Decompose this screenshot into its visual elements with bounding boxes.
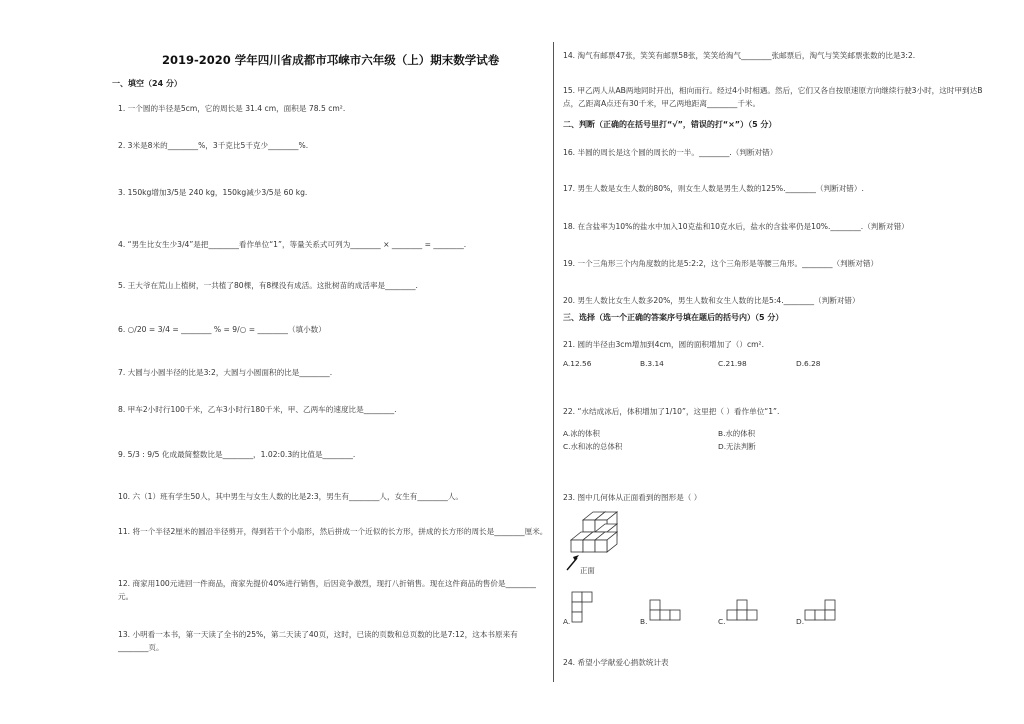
question-2: 2. 3米是8米的________%，3千克比5千克少________%.	[118, 141, 309, 150]
exam-title: 2019-2020 学年四川省成都市邛崃市六年级（上）期末数学试卷	[162, 53, 500, 67]
question-21: 21. 圆的半径由3cm增加到4cm，圆的面积增加了（）cm².	[563, 340, 765, 349]
question-20: 20. 男生人数比女生人数多20%，男生人数和女生人数的比是5:4.________（判断对错）	[563, 296, 860, 305]
q23-cube-figure	[565, 506, 655, 576]
q23-option-b[interactable]: B.	[640, 617, 648, 626]
question-15: 15. 甲乙两人从AB两地同时开出，相向而行。经过4小时相遇。然后，它们又各自按原速原方向继续行驶3小时，这时甲到达B点，乙距离A点还有30千米，甲乙两地距离________千米。	[563, 86, 983, 108]
column-divider	[553, 42, 554, 682]
question-12: 12. 商家用100元进回一件商品，商家先提价40%进行销售，后因竞争激烈，现打八折销售。现在这件商品的售价是________元。	[118, 579, 536, 601]
q21-option-d[interactable]: D.6.28	[796, 359, 821, 368]
question-24: 24. 希望小学献爱心捐款统计表	[563, 658, 669, 667]
q22-option-b[interactable]: B.水的体积	[718, 429, 755, 438]
question-13: 13. 小明看一本书，第一天读了全书的25%，第二天读了40页，这时，已读的页数和总页数的比是7:12，这本书原来有________页。	[118, 630, 518, 652]
question-6: 6. ○/20 = 3/4 = ________ % = 9/○ = ________（填小数）	[118, 325, 326, 334]
q23-option-a-figure	[571, 591, 603, 623]
question-16: 16. 半圆的周长是这个圆的周长的一半。________.（判断对错）	[563, 148, 778, 157]
q23-front-label: 正面	[580, 566, 595, 575]
q23-option-b-figure	[649, 599, 689, 623]
q22-option-d[interactable]: D.无法判断	[718, 442, 756, 451]
q22-option-a[interactable]: A.冰的体积	[563, 429, 600, 438]
question-17: 17. 男生人数是女生人数的80%，则女生人数是男生人数的125%.________（判断对错）.	[563, 184, 864, 193]
question-3: 3. 150kg增加3/5是 240 kg，150kg减少3/5是 60 kg.	[118, 188, 308, 197]
question-11: 11. 将一个半径2厘米的圆沿半径剪开，得到若干个小扇形，然后拼成一个近似的长方形，拼成的长方形的周长是________厘米。	[118, 527, 548, 536]
question-18: 18. 在含盐率为10%的盐水中加入10克盐和10克水后，盐水的含盐率仍是10%.________.（判断对错）	[563, 222, 909, 231]
q23-option-c[interactable]: C.	[718, 617, 726, 626]
question-14: 14. 淘气有邮票47张，笑笑有邮票58张，笑笑给淘气________张邮票后，淘气与笑笑邮票张数的比是3:2.	[563, 51, 916, 60]
question-1: 1. 一个圆的半径是5cm，它的周长是 31.4 cm，面积是 78.5 cm².	[118, 104, 346, 113]
question-19: 19. 一个三角形三个内角度数的比是5:2:2，这个三角形是等腰三角形。________（判断对错）	[563, 259, 879, 268]
q22-option-c[interactable]: C.水和冰的总体积	[563, 442, 623, 451]
q21-option-b[interactable]: B.3.14	[640, 359, 664, 368]
question-8: 8. 甲车2小时行100千米，乙车3小时行180千米，甲、乙两车的速度比是________.	[118, 405, 397, 414]
question-9: 9. 5/3 : 9/5 化成最简整数比是________，1.02:0.3的比值是________.	[118, 450, 356, 459]
section-judge: 二、判断（正确的在括号里打“√”，错误的打“×”）（5 分）	[563, 120, 777, 129]
q23-option-c-figure	[726, 599, 766, 623]
q21-option-c[interactable]: C.21.98	[718, 359, 747, 368]
q23-option-d[interactable]: D.	[796, 617, 805, 626]
question-23: 23. 图中几何体从正面看到的图形是（ ）	[563, 493, 702, 502]
q23-option-a[interactable]: A.	[563, 617, 571, 626]
question-5: 5. 王大爷在荒山上植树，一共植了80棵，有8棵没有成活。这批树苗的成活率是________.	[118, 281, 418, 290]
section-choice: 三、选择（选一个正确的答案序号填在题后的括号内）（5 分）	[563, 313, 784, 322]
question-10: 10. 六（1）班有学生50人，其中男生与女生人数的比是2:3，男生有________人，女生有________人。	[118, 492, 463, 501]
question-4: 4. “男生比女生少3/4”是把________看作单位“1”，等量关系式可列为________ × ________ = ________.	[118, 240, 467, 249]
q23-option-d-figure	[804, 599, 844, 623]
section-fill: 一、填空（24 分）	[112, 79, 182, 88]
question-22: 22. “水结成冰后，体积增加了1/10”，这里把（ ）看作单位“1”.	[563, 407, 780, 416]
q21-option-a[interactable]: A.12.56	[563, 359, 592, 368]
question-7: 7. 大圆与小圆半径的比是3:2，大圆与小圆面积的比是________.	[118, 368, 333, 377]
